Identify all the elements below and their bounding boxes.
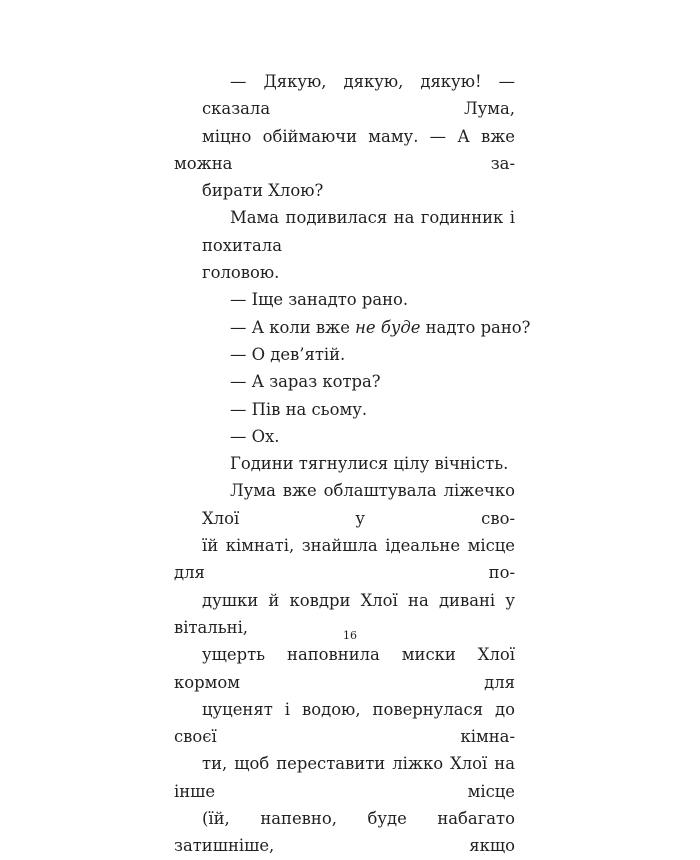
- text-line: — О дев’ятій.: [230, 344, 346, 364]
- text-line: головою.: [202, 263, 280, 283]
- text-line: Години тягнулися цілу вічність.: [230, 454, 509, 474]
- text-line: — Пів на сьому.: [230, 399, 368, 419]
- text-line: Мама подивилася на годинник і похитала: [202, 208, 515, 255]
- body-text: [174, 68, 531, 860]
- dialogue-line: [174, 286, 515, 313]
- paragraph: [174, 68, 515, 204]
- dialogue-line: [174, 341, 515, 368]
- text-line: [174, 314, 531, 341]
- text-line: (їй, напевно, буде набагато затишніше, якщо: [174, 809, 515, 856]
- text-line: їй кімнаті, знайшла ідеальне місце для по-: [174, 536, 515, 583]
- text-line: ущерть наповнила миски Хлої кормом для: [174, 645, 515, 692]
- text-line: Лума вже облаштувала ліжечко Хлої у сво-: [202, 481, 515, 528]
- text-line: міцно обіймаючи маму. — А вже можна за-: [174, 126, 515, 173]
- text-line: ти, щоб переставити ліжко Хлої на інше місце: [174, 754, 515, 801]
- text-line: цуценят і водою, повернулася до своєї кімна-: [174, 699, 515, 747]
- italic-emphasis: не буде: [355, 317, 421, 337]
- text-line: — Іще занадто рано.: [230, 290, 409, 310]
- text-line: бирати Хлою?: [202, 181, 324, 201]
- text-segment: — А коли вже: [230, 317, 356, 337]
- dialogue-line: [174, 314, 531, 341]
- dialogue-line: [174, 423, 515, 450]
- text-line: — Ох.: [230, 426, 280, 446]
- dialogue-line: [174, 396, 515, 423]
- text-line: — Дякую, дякую, дякую! — сказала Лума,: [202, 72, 515, 119]
- text-segment: надто рано?: [420, 317, 531, 337]
- paragraph: [174, 204, 515, 286]
- paragraph: [174, 477, 515, 859]
- text-line: — А зараз котра?: [230, 372, 381, 392]
- page-number: 16: [343, 629, 357, 642]
- text-line: душки й ковдри Хлої на дивані у вітальні,: [174, 590, 515, 637]
- paragraph: [174, 450, 515, 477]
- dialogue-line: [174, 368, 515, 395]
